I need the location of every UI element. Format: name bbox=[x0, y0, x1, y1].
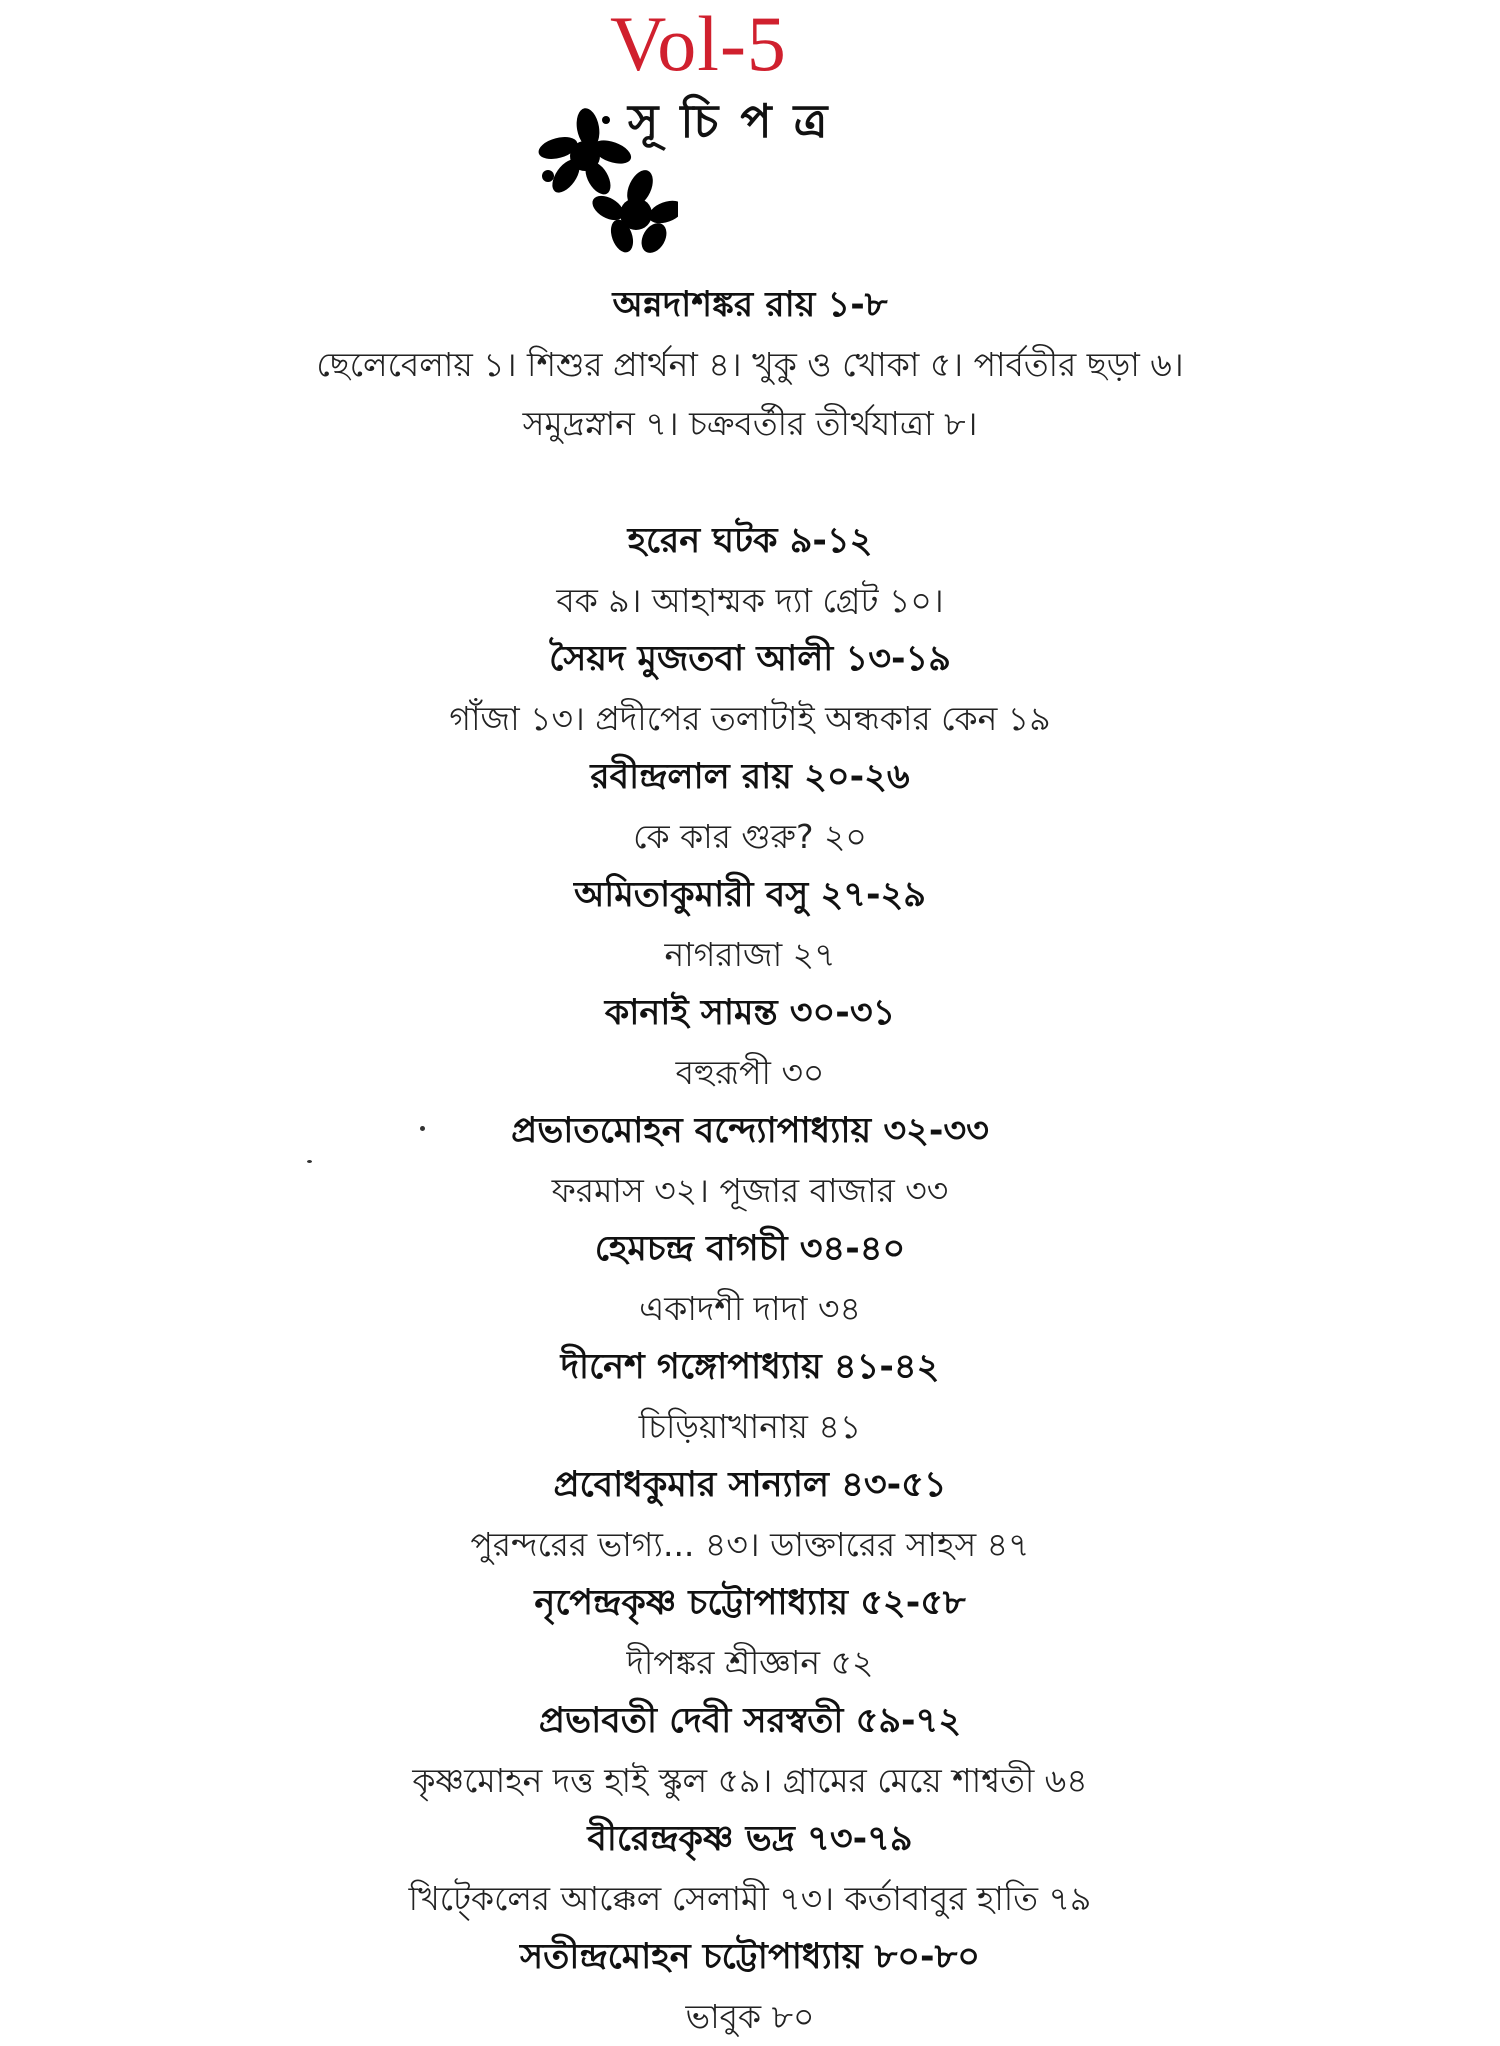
works-line: কৃষ্ণমোহন দত্ত হাই স্কুল ৫৯। গ্রামের মেয়ে শাশ্বতী ৬৪ bbox=[412, 1761, 1088, 1800]
works-line: গাঁজা ১৩। প্রদীপের তলাটাই অন্ধকার কেন ১৯ bbox=[449, 699, 1051, 738]
toc-entry bbox=[150, 866, 1350, 984]
author-line: অন্নদাশঙ্কর রায় ১-৮ bbox=[612, 285, 888, 325]
author-line: হরেন ঘটক ৯-১২ bbox=[627, 521, 873, 561]
author-line: হেমচন্দ্র বাগচী ৩৪-৪০ bbox=[594, 1229, 906, 1269]
author-line: কানাই সামন্ত ৩০-৩১ bbox=[604, 993, 896, 1033]
works-line: ছেলেবেলায় ১। শিশুর প্রার্থনা ৪। খুকু ও খোকা ৫। পার্বতীর ছড়া ৬। bbox=[316, 345, 1184, 384]
print-speck bbox=[420, 1126, 425, 1131]
works-line: সমুদ্রস্নান ৭। চক্রবর্তীর তীর্থযাত্রা ৮। bbox=[522, 404, 978, 443]
author-line: অমিতাকুমারী বসু ২৭-২৯ bbox=[574, 875, 926, 915]
works-line: বক ৯। আহাম্মক দ্যা গ্রেট ১০। bbox=[556, 581, 944, 620]
author-line: নৃপেন্দ্রকৃষ্ণ চট্টোপাধ্যায় ৫২-৫৮ bbox=[534, 1583, 966, 1623]
author-line: সতীন্দ্রমোহন চট্টোপাধ্যায় ৮০-৮০ bbox=[519, 1937, 981, 1977]
works-line: ফরমাস ৩২। পূজার বাজার ৩৩ bbox=[551, 1171, 949, 1210]
toc-entry bbox=[150, 1928, 1350, 2046]
works-line: দীপঙ্কর শ্রীজ্ঞান ৫২ bbox=[626, 1643, 874, 1682]
toc-entry bbox=[150, 630, 1350, 748]
works-line: কে কার গুরু? ২০ bbox=[633, 817, 867, 856]
toc-heading: সূচিপত্র bbox=[628, 94, 850, 148]
toc-entry bbox=[150, 1220, 1350, 1338]
print-speck bbox=[307, 1160, 312, 1163]
toc-entry bbox=[150, 512, 1350, 630]
toc-entry bbox=[150, 1692, 1350, 1810]
works-line: ভাবুক ৮০ bbox=[685, 1997, 815, 2036]
toc-list bbox=[150, 276, 1350, 2046]
toc-entry bbox=[150, 984, 1350, 1102]
author-line: বীরেন্দ্রকৃষ্ণ ভদ্র ৭৩-৭৯ bbox=[587, 1819, 913, 1859]
author-line: সৈয়দ মুজতবা আলী ১৩-১৯ bbox=[549, 639, 951, 679]
author-line: প্রভাতমোহন বন্দ্যোপাধ্যায় ৩২-৩৩ bbox=[511, 1111, 989, 1151]
volume-title: Vol-5 bbox=[610, 0, 787, 87]
works-line: পুরন্দরের ভাগ্য... ৪৩। ডাক্তারের সাহস ৪৭ bbox=[470, 1525, 1030, 1564]
works-line: বহুরূপী ৩০ bbox=[675, 1053, 825, 1092]
toc-entry bbox=[150, 1102, 1350, 1220]
works-line: খিট্কেলের আক্কেল সেলামী ৭৩। কর্তাবাবুর হাতি ৭৯ bbox=[408, 1879, 1092, 1918]
works-line: একাদশী দাদা ৩৪ bbox=[639, 1289, 861, 1328]
toc-entry bbox=[150, 1456, 1350, 1574]
works-line: চিড়িয়াখানায় ৪১ bbox=[638, 1407, 862, 1446]
author-line: প্রবোধকুমার সান্যাল ৪৩-৫১ bbox=[553, 1465, 947, 1505]
author-line: দীনেশ গঙ্গোপাধ্যায় ৪১-৪২ bbox=[560, 1347, 940, 1387]
toc-entry bbox=[150, 276, 1350, 512]
toc-entry bbox=[150, 1810, 1350, 1928]
works-line: নাগরাজা ২৭ bbox=[664, 935, 836, 974]
toc-entry bbox=[150, 1338, 1350, 1456]
author-line: প্রভাবতী দেবী সরস্বতী ৫৯-৭২ bbox=[538, 1701, 962, 1741]
toc-entry bbox=[150, 748, 1350, 866]
toc-entry bbox=[150, 1574, 1350, 1692]
author-line: রবীন্দ্রলাল রায় ২০-২৬ bbox=[590, 757, 910, 797]
